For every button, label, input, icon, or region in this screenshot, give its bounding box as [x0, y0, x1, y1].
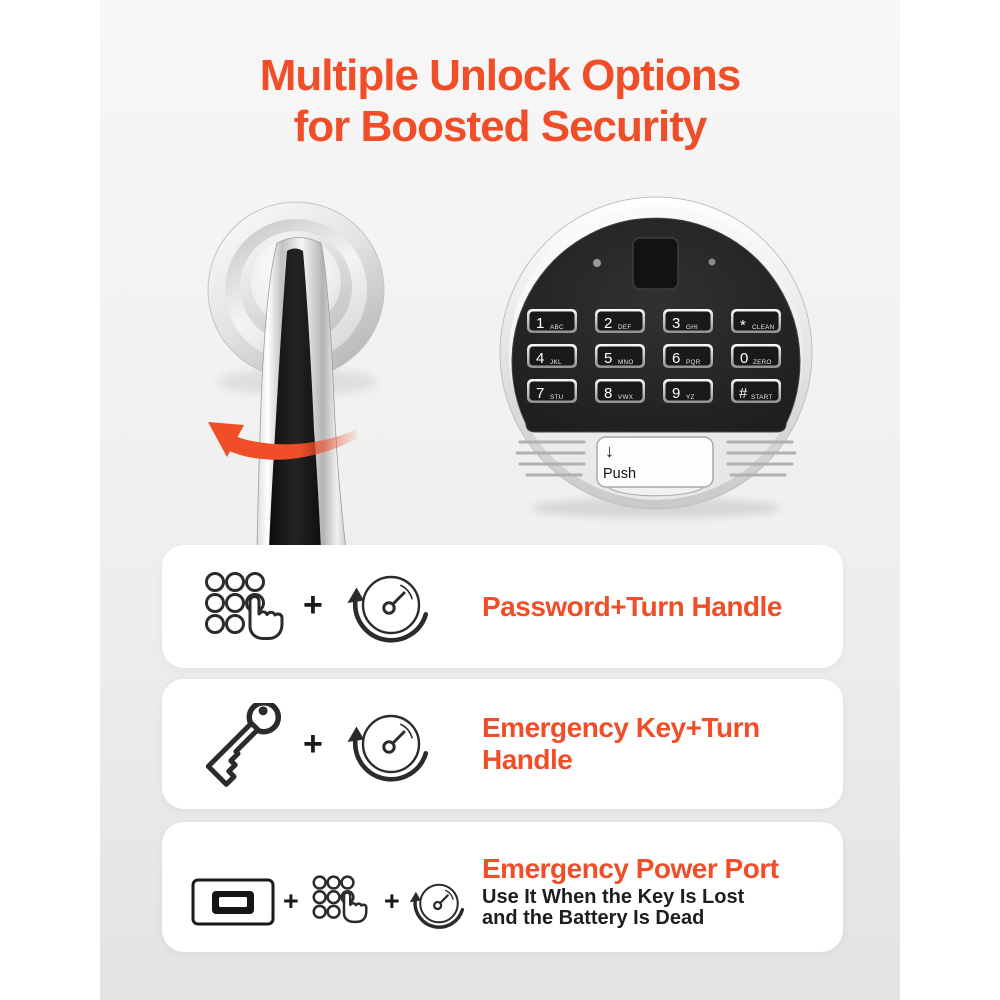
- card-title: Emergency Power Port: [482, 853, 779, 884]
- svg-text:VWX: VWX: [618, 394, 634, 401]
- background-panel: [100, 0, 900, 1000]
- svg-text:STU: STU: [550, 394, 564, 401]
- card-title: Emergency Key+Turn Handle: [482, 712, 760, 775]
- keypad-button-7: [527, 379, 577, 403]
- svg-text:GHI: GHI: [686, 324, 699, 331]
- keypad-button-8: [595, 379, 645, 403]
- fingerprint-sensor: [633, 238, 678, 289]
- svg-text:#: #: [739, 385, 748, 402]
- svg-text:YZ: YZ: [686, 394, 695, 401]
- keypad-photo: [490, 185, 820, 525]
- keypad-icon-small: [312, 874, 376, 930]
- plus-sign: +: [384, 886, 400, 916]
- keypad-button-9: [663, 379, 713, 403]
- svg-text:CLEAN: CLEAN: [752, 324, 775, 331]
- key-icon: [202, 703, 294, 795]
- svg-text:ZERO: ZERO: [753, 359, 772, 366]
- svg-text:4: 4: [536, 350, 545, 367]
- rotate-arrowhead: [348, 727, 365, 743]
- rotate-arrowhead: [348, 588, 365, 604]
- keypad-button-4: [527, 344, 577, 368]
- keypad-button-start: [731, 379, 781, 403]
- svg-text:MNO: MNO: [618, 359, 634, 366]
- svg-text:7: 7: [536, 385, 545, 402]
- svg-text:0: 0: [740, 350, 749, 367]
- card-emergency-key-turn-handle: [162, 679, 843, 809]
- turn-handle-icon-small: [408, 874, 470, 933]
- tap-finger-icon: [250, 597, 282, 639]
- page-title-line1: Multiple Unlock Options: [259, 51, 741, 100]
- card-password-turn-handle: [162, 545, 843, 668]
- keypad-button-clean: [731, 309, 781, 334]
- svg-text:START: START: [751, 394, 773, 401]
- svg-text:1: 1: [536, 315, 545, 332]
- keypad-button-6: [663, 344, 713, 368]
- led-indicator-left: [593, 259, 601, 267]
- keypad-button-zero: [731, 344, 781, 368]
- card-title: Password+Turn Handle: [482, 590, 782, 622]
- page-title: [100, 50, 900, 152]
- keypad-button-3: [663, 309, 713, 333]
- plus-sign: +: [303, 586, 323, 624]
- push-label: Push: [603, 466, 637, 482]
- push-arrow: ↓: [605, 441, 614, 461]
- card-subtitle-line1: Use It When the Key Is Lost: [482, 886, 745, 908]
- svg-text:3: 3: [672, 315, 681, 332]
- tap-finger-icon: [344, 893, 366, 922]
- handle-photo: [150, 170, 480, 550]
- led-indicator-right: [709, 259, 716, 266]
- plus-sign: +: [303, 725, 323, 763]
- keypad-button-5: [595, 344, 645, 368]
- keypad-button-1: [527, 309, 577, 333]
- page-title-line2: for Boosted Security: [293, 102, 707, 151]
- keypad-icon: [204, 571, 296, 649]
- svg-text:5: 5: [604, 350, 613, 367]
- turn-handle-icon: [345, 561, 437, 649]
- card-subtitle-line2: and the Battery Is Dead: [482, 907, 705, 929]
- svg-text:PQR: PQR: [686, 359, 701, 366]
- svg-text:9: 9: [672, 385, 681, 402]
- svg-text:2: 2: [604, 315, 613, 332]
- svg-text:DEF: DEF: [618, 324, 632, 331]
- turn-handle-icon: [345, 700, 437, 788]
- power-port-icon: [191, 878, 275, 926]
- svg-text:8: 8: [604, 385, 613, 402]
- rotate-arrowhead: [410, 892, 421, 902]
- svg-text:6: 6: [672, 350, 681, 367]
- plus-sign: +: [283, 886, 299, 916]
- svg-text:JKL: JKL: [550, 359, 562, 366]
- svg-text:ABC: ABC: [550, 324, 564, 331]
- svg-text:*: *: [740, 317, 746, 334]
- keypad-button-2: [595, 309, 645, 333]
- card-emergency-power-port: [162, 822, 843, 952]
